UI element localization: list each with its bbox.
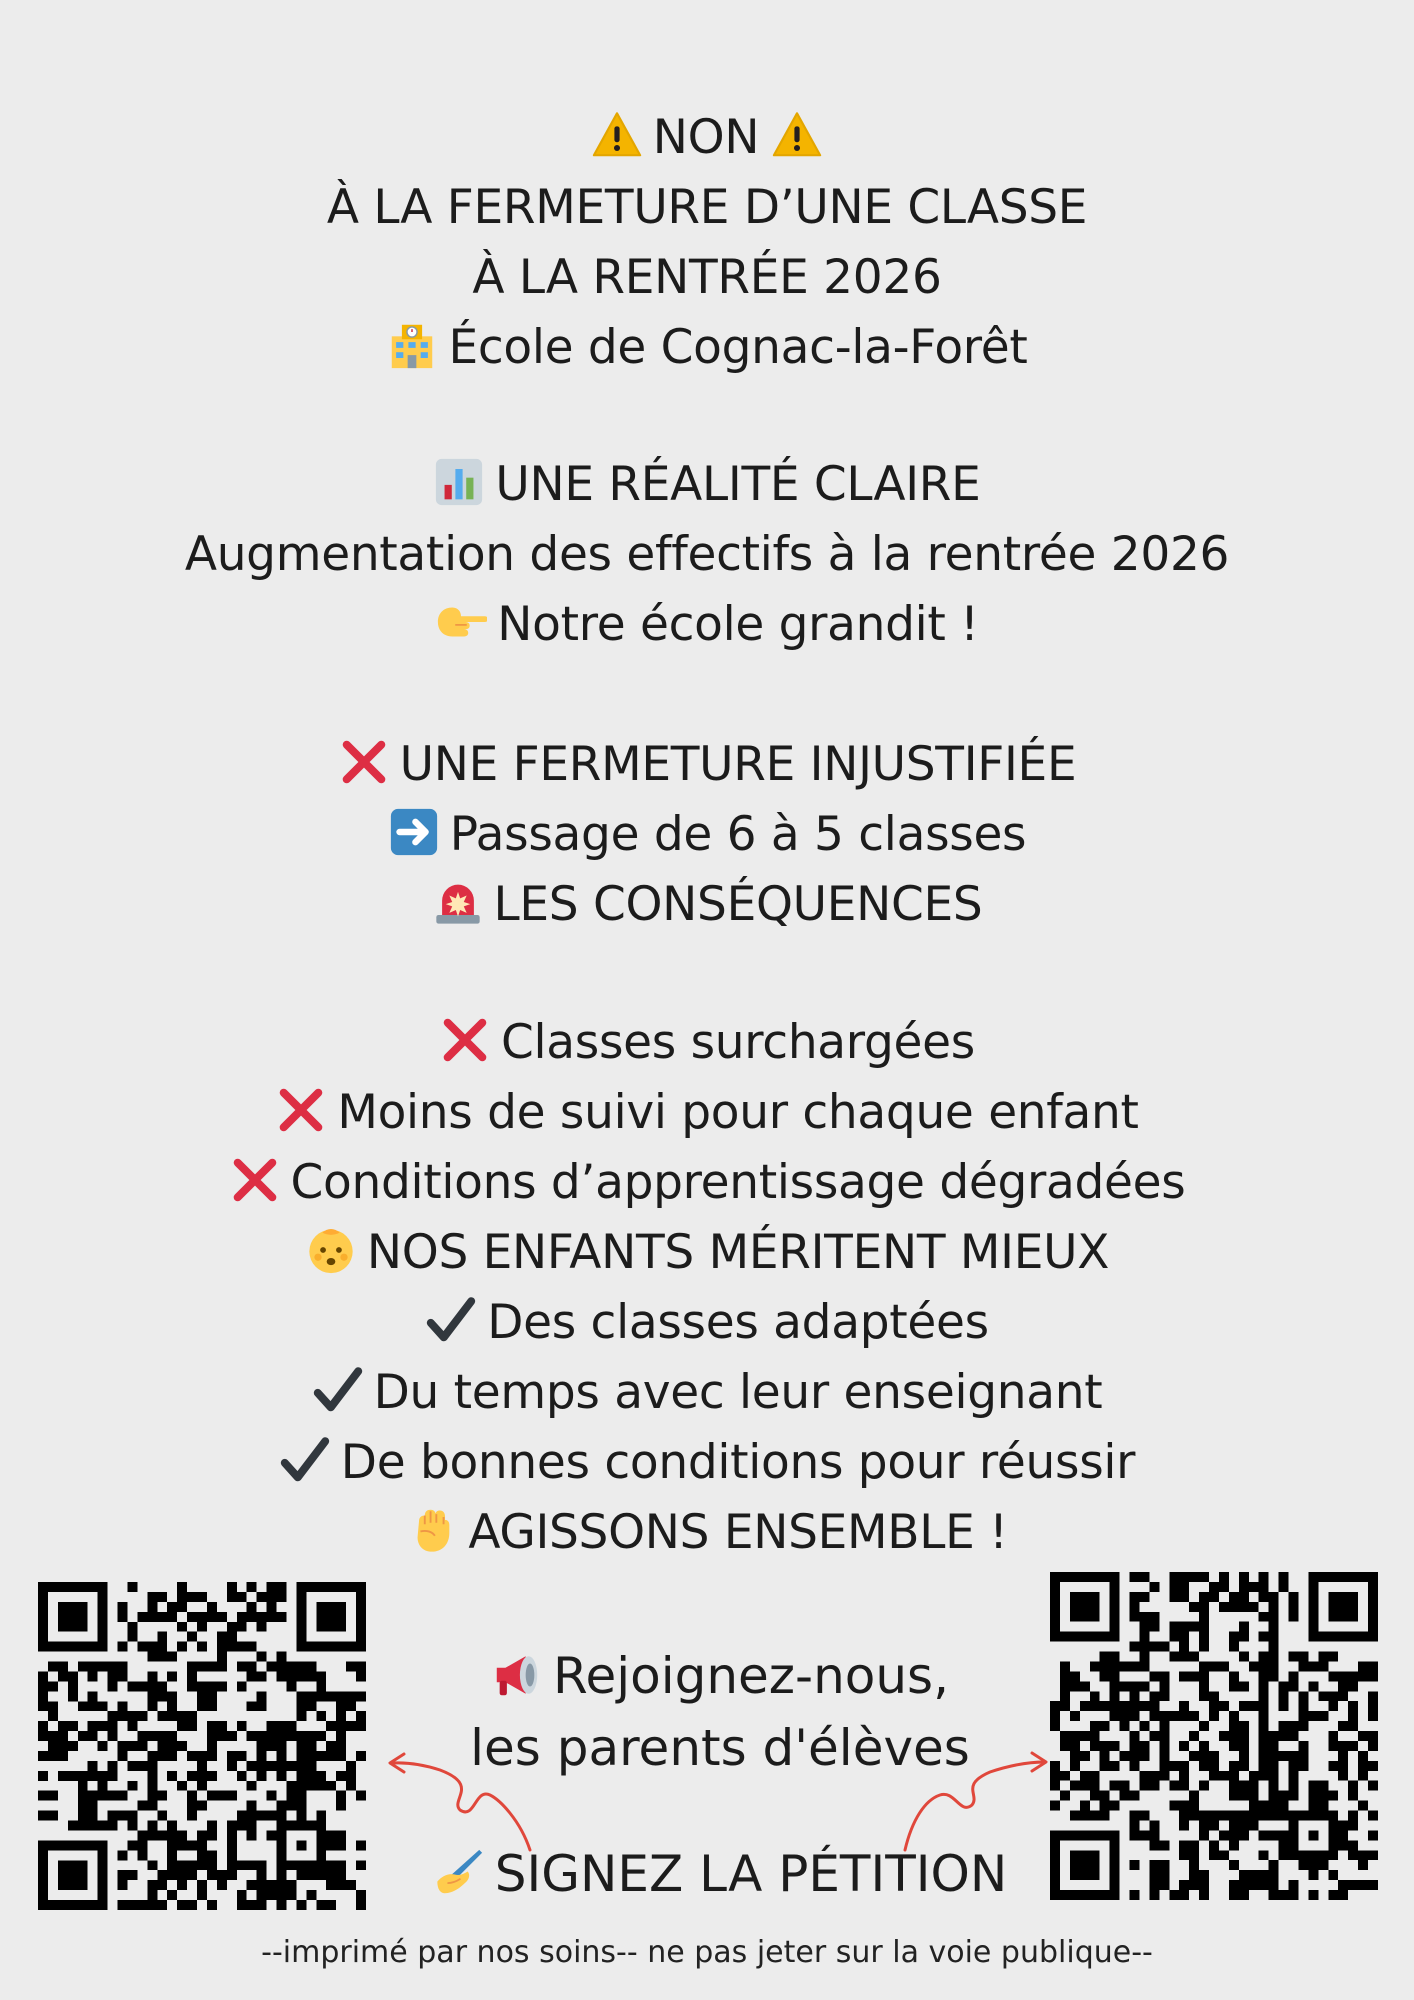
consequence-item: Conditions d’apprentissage dégradées: [0, 1148, 1414, 1218]
action-text: AGISSONS ENSEMBLE !: [468, 1505, 1008, 1560]
check-icon: [312, 1364, 364, 1416]
consequences-section: [0, 1008, 1414, 1568]
closure-title: UNE FERMETURE INJUSTIFIÉE: [399, 737, 1077, 792]
header-no-line: [0, 103, 1414, 173]
cross-icon: [338, 736, 390, 788]
consequences-title-line: [0, 870, 1414, 940]
deserve-item: Des classes adaptées: [0, 1288, 1414, 1358]
cross-icon: [275, 1084, 327, 1136]
qr-code-left[interactable]: [38, 1582, 366, 1910]
deserve-item: Du temps avec leur enseignant: [0, 1358, 1414, 1428]
reality-section: [0, 450, 1414, 660]
qr-code-right[interactable]: [1050, 1572, 1378, 1900]
megaphone-icon: [491, 1649, 543, 1701]
closure-title-line: [0, 730, 1414, 800]
consequence-item: Classes surchargées: [0, 1008, 1414, 1078]
baby-icon: [305, 1224, 357, 1276]
siren-icon: [432, 876, 484, 928]
cross-icon: [229, 1154, 281, 1206]
school-name: École de Cognac-la-Forêt: [448, 320, 1028, 375]
school-icon: [386, 319, 438, 371]
consequences-title: LES CONSÉQUENCES: [493, 877, 983, 932]
right-arrow-icon: [388, 806, 440, 858]
arrow-to-left-qr: [380, 1740, 550, 1860]
reality-increase-line: Augmentation des effectifs à la rentrée 2026: [184, 527, 1230, 582]
deserve-item: De bonnes conditions pour réussir: [0, 1428, 1414, 1498]
action-line: [0, 1498, 1414, 1568]
footer-note: --imprimé par nos soins-- ne pas jeter sur la voie publique--: [261, 1935, 1153, 1970]
warning-icon: [591, 109, 643, 161]
closure-classes: Passage de 6 à 5 classes: [449, 807, 1027, 862]
join-line-1: Rejoignez-nous,: [420, 1644, 1020, 1708]
check-icon: [425, 1294, 477, 1346]
header-year-line: À LA RENTRÉE 2026: [472, 250, 942, 305]
sign-petition-text: SIGNEZ LA PÉTITION: [494, 1845, 1008, 1903]
header-school-line: [0, 313, 1414, 383]
closure-classes-line: [0, 800, 1414, 870]
pointing-hand-icon: [435, 596, 487, 648]
deserve-title: NOS ENFANTS MÉRITENT MIEUX: [366, 1225, 1110, 1280]
closure-section: [0, 730, 1414, 940]
check-icon: [279, 1434, 331, 1486]
reality-title: UNE RÉALITÉ CLAIRE: [495, 457, 981, 512]
bar-chart-icon: [433, 456, 485, 508]
reality-title-line: [0, 450, 1414, 520]
header-section: [0, 103, 1414, 383]
warning-icon: [771, 109, 823, 161]
header-no: NON: [652, 110, 760, 165]
join-line-2: les parents d'élèves: [470, 1719, 970, 1777]
consequence-item: Moins de suivi pour chaque enfant: [0, 1078, 1414, 1148]
fist-icon: [406, 1504, 458, 1556]
reality-growth: Notre école grandit !: [497, 597, 979, 652]
arrow-to-right-qr: [890, 1740, 1060, 1860]
cross-icon: [439, 1014, 491, 1066]
header-closure-line: À LA FERMETURE D’UNE CLASSE: [326, 180, 1088, 235]
deserve-title-line: [0, 1218, 1414, 1288]
reality-growth-line: [0, 590, 1414, 660]
